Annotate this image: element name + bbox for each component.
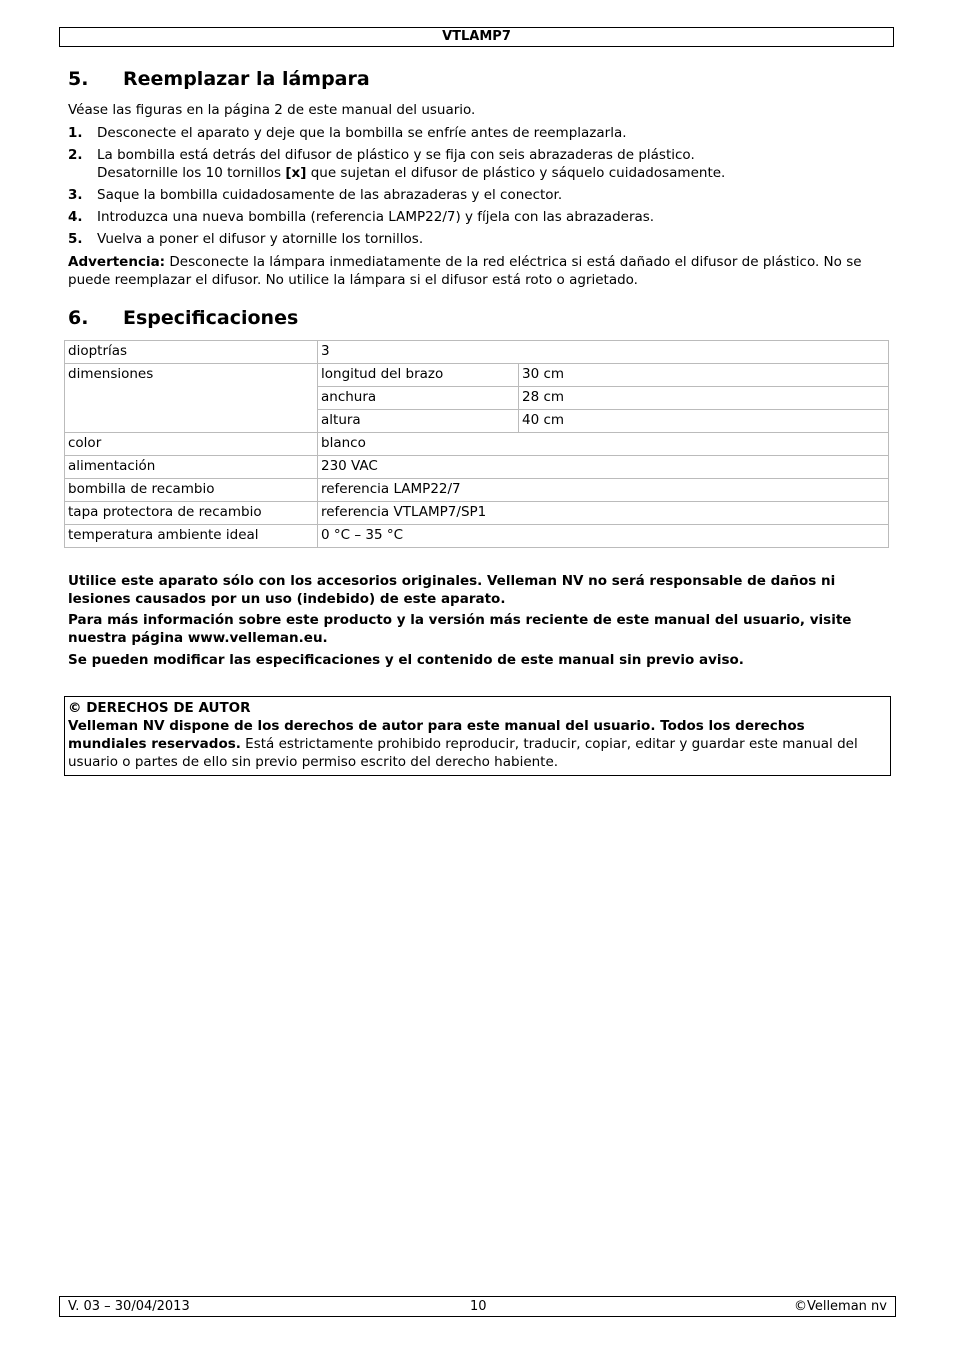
spec-value: 30 cm xyxy=(519,364,889,387)
step-text: Desconecte el aparato y deje que la bombilla se enfríe antes de reemplazarla. xyxy=(97,125,627,141)
spec-label: bombilla de recambio xyxy=(65,479,318,502)
step-item xyxy=(68,230,888,248)
section-5-heading xyxy=(68,68,370,90)
page-footer xyxy=(59,1296,896,1317)
spec-sublabel: longitud del brazo xyxy=(318,364,519,387)
step-text: Introduzca una nueva bombilla (referencia LAMP22/7) y fíjela con las abrazaderas. xyxy=(97,209,655,225)
spec-value: 3 xyxy=(318,341,889,364)
page-header: VTLAMP7 xyxy=(59,27,894,47)
spec-label: temperatura ambiente ideal xyxy=(65,525,318,548)
copyright-bold-text: Velleman NV dispone de los derechos de autor para este manual del usuario. Todos los derechos mundiales reservados. xyxy=(68,718,805,752)
copyright-body xyxy=(68,717,887,771)
spec-value: 40 cm xyxy=(519,410,889,433)
copyright-text: Está estrictamente prohibido reproducir, traducir, copiar, editar y guardar este manual del usuario o partes de ello sin previo permiso escrito del derecho habiente. xyxy=(68,736,858,770)
table-row xyxy=(65,433,889,456)
spec-value: referencia LAMP22/7 xyxy=(318,479,889,502)
step-text: Vuelva a poner el difusor y atornille los tornillos. xyxy=(97,231,424,247)
spec-sublabel: altura xyxy=(318,410,519,433)
replacement-steps xyxy=(68,124,888,252)
step-number: 2. xyxy=(68,147,83,163)
step-item xyxy=(68,186,888,204)
table-row xyxy=(65,364,889,387)
notice-accessories: Utilice este aparato sólo con los accesorios originales. Velleman NV no será responsable de daños ni lesiones causados por un uso (indebido) de este aparato. xyxy=(68,573,836,607)
spec-value: 0 °C – 35 °C xyxy=(318,525,889,548)
spec-label: dimensiones xyxy=(65,364,318,433)
notice-more-info: Para más información sobre este producto y la versión más reciente de este manual del usuario, visite nuestra página www.velleman.eu. xyxy=(68,612,852,646)
table-row xyxy=(65,456,889,479)
step-item xyxy=(68,208,888,226)
footer-company: ©Velleman nv xyxy=(793,1299,887,1314)
section-title: Especificaciones xyxy=(123,307,299,329)
section-title: Reemplazar la lámpara xyxy=(123,68,370,90)
step-text: que sujetan el difusor de plástico y sáquelo cuidadosamente. xyxy=(306,165,726,181)
footer-page-number: 10 xyxy=(470,1299,487,1314)
spec-label: tapa protectora de recambio xyxy=(65,502,318,525)
notice-modifications: Se pueden modificar las especificaciones y el contenido de este manual sin previo aviso. xyxy=(68,652,744,668)
spec-sublabel: anchura xyxy=(318,387,519,410)
step-number: 1. xyxy=(68,125,83,141)
spec-value: 28 cm xyxy=(519,387,889,410)
warning-label: Advertencia: xyxy=(68,254,166,270)
screw-ref: [x] xyxy=(285,165,307,181)
step-text: La bombilla está detrás del difusor de plástico y se fija con seis abrazaderas de plástico. xyxy=(97,147,695,163)
step-text: Desatornille los 10 tornillos xyxy=(97,165,286,181)
step-item xyxy=(68,124,888,142)
section-number: 5. xyxy=(68,68,89,90)
table-row xyxy=(65,479,889,502)
step-number: 5. xyxy=(68,231,83,247)
warning-text xyxy=(68,253,888,289)
copyright-box xyxy=(64,696,891,776)
step-number: 3. xyxy=(68,187,83,203)
section-6-heading xyxy=(68,307,298,329)
spec-value: blanco xyxy=(318,433,889,456)
specifications-table xyxy=(64,340,889,548)
copyright-heading: © DERECHOS DE AUTOR xyxy=(68,700,251,716)
section-number: 6. xyxy=(68,307,89,329)
spec-value: 230 VAC xyxy=(318,456,889,479)
table-row xyxy=(65,341,889,364)
spec-label: dioptrías xyxy=(65,341,318,364)
warning-body: Desconecte la lámpara inmediatamente de la red eléctrica si está dañado el difusor de plástico. No se puede reemplazar el difusor. No utilice la lámpara si el difusor está roto o agrietado. xyxy=(68,254,862,288)
spec-label: color xyxy=(65,433,318,456)
table-row xyxy=(65,525,889,548)
table-row xyxy=(65,502,889,525)
spec-label: alimentación xyxy=(65,456,318,479)
step-text: Saque la bombilla cuidadosamente de las abrazaderas y el conector. xyxy=(97,187,563,203)
spec-value: referencia VTLAMP7/SP1 xyxy=(318,502,889,525)
step-item xyxy=(68,146,888,182)
footer-version: V. 03 – 30/04/2013 xyxy=(68,1299,190,1314)
intro-text: Véase las figuras en la página 2 de este manual del usuario. xyxy=(68,102,476,118)
step-number: 4. xyxy=(68,209,83,225)
